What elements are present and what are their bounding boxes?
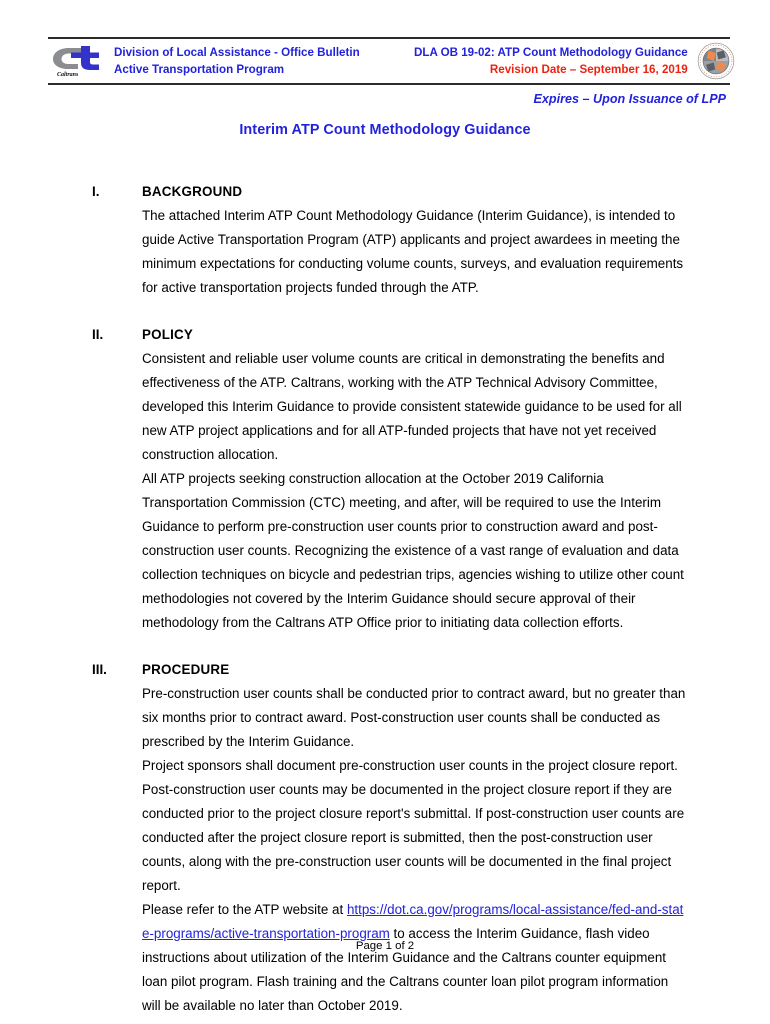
section-heading: POLICY	[142, 327, 194, 342]
header-revision-date: Revision Date – September 16, 2019	[489, 63, 688, 76]
header-right-titles	[414, 44, 694, 78]
section-spacer	[0, 300, 770, 323]
caltrans-logo	[48, 45, 110, 77]
atp-website-link[interactable]: https://dot.ca.gov/programs/local-assistance/fed-and-state-programs/active-transportation-program	[142, 902, 684, 941]
svg-text:Caltrans: Caltrans	[57, 72, 79, 77]
paragraph: Project sponsors shall document pre-construction user counts in the project closure report. Post-construction user counts may be documented in the project closure report if they are conducted prior to the project closure report's submittal. If post-construction user counts are conducted after the project closure report is submitted, then the post-construction user counts, along with the pre-construction user counts will be documented in the final project report.	[142, 758, 685, 893]
paragraph: All ATP projects seeking construction allocation at the October 2019 California Transportation Commission (CTC) meeting, and after, will be required to use the Interim Guidance to perform pre-construction user counts prior to construction award and post-construction user counts. Recognizing the existence of a vast range of evaluation and data collection techniques on bicycle and pedestrian trips, agencies wishing to utilize other count methodologies not covered by the Interim Guidance should secure approval of their methodology from the Caltrans ATP Office prior to initiating data collection efforts.	[142, 471, 684, 630]
section-number: I.	[92, 184, 100, 199]
header-division-title: Division of Local Assistance - Office Bulletin	[114, 46, 360, 59]
header-program-title: Active Transportation Program	[114, 63, 285, 76]
expires-notice: Expires – Upon Issuance of LPP	[533, 92, 726, 106]
document-header	[48, 37, 730, 85]
paragraph-with-link	[142, 898, 688, 1018]
section-number: III.	[92, 662, 107, 677]
section-spacer	[0, 635, 770, 658]
header-left-titles	[114, 44, 414, 78]
section-procedure	[0, 658, 770, 1018]
paragraph: The attached Interim ATP Count Methodology Guidance (Interim Guidance), is intended to guide Active Transportation Program (ATP) applicants and project awardees in meeting the minimum expectations for conducting volume counts, surveys, and evaluation requirements for active transportation projects funded through the ATP.	[142, 208, 684, 295]
section-heading: BACKGROUND	[142, 184, 243, 199]
page-title: Interim ATP Count Methodology Guidance	[239, 122, 531, 138]
header-bulletin-number: DLA OB 19-02: ATP Count Methodology Guidance	[414, 46, 688, 59]
page-footer: Page 1 of 2	[355, 940, 415, 952]
caltrans-logo-icon	[51, 45, 107, 77]
link-prefix-text: Please refer to the ATP website at	[142, 902, 347, 917]
link-suffix-text: to access the Interim Guidance, flash video instructions about utilization of the Interim Guidance and the Caltrans counter equipment loan pilot program. Flash training and the Caltrans counter loan pilot program information will be available no later than October 2019.	[142, 926, 669, 1013]
section-background	[0, 180, 770, 300]
caltrans-seal	[694, 42, 738, 80]
document-body	[0, 180, 770, 1018]
section-body	[142, 347, 688, 635]
section-number: II.	[92, 327, 104, 342]
section-heading: PROCEDURE	[142, 662, 230, 677]
section-policy	[0, 323, 770, 635]
header-text-block	[110, 44, 694, 78]
section-body	[142, 204, 688, 300]
paragraph: Pre-construction user counts shall be conducted prior to contract award, but no greater than six months prior to contract award. Post-construction user counts shall be conducted as prescribed by the Interim Guidance.	[142, 686, 686, 749]
section-body	[142, 682, 688, 1018]
caltrans-seal-icon	[697, 42, 735, 80]
paragraph: Consistent and reliable user volume counts are critical in demonstrating the benefits and effectiveness of the ATP. Caltrans, working with the ATP Technical Advisory Committee, developed this Interim Guidance to provide consistent statewide guidance to be used for all new ATP project applications and for all ATP-funded projects that have not yet received construction allocation.	[142, 351, 682, 462]
